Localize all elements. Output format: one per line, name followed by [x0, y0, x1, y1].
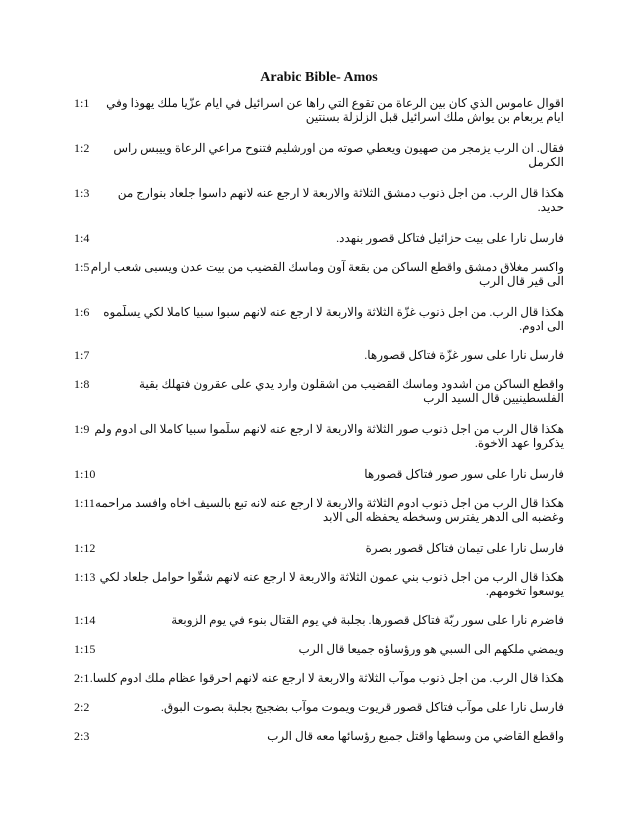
verse-ref: 1:8 — [74, 377, 90, 391]
verse — [74, 348, 564, 362]
verse — [74, 496, 564, 524]
verse-ref: 1:9 — [74, 422, 90, 436]
verse — [74, 671, 564, 685]
verse-list — [74, 96, 564, 758]
verse — [74, 377, 564, 405]
verse-ref: 1:5 — [74, 260, 90, 274]
verse-ref: 1:13 — [74, 570, 96, 584]
verse-ref: 2:3 — [74, 729, 90, 743]
verse — [74, 613, 564, 627]
verse — [74, 467, 564, 481]
verse-text: واقطع القاضي من وسطها واقتل جميع رؤسائها معه قال الرب — [267, 729, 564, 743]
verse — [74, 570, 564, 598]
verse — [74, 700, 564, 714]
verse — [74, 642, 564, 656]
verse — [74, 541, 564, 555]
verse-text: هكذا قال الرب. من اجل ذنوب دمشق الثلاثة والاربعة لا ارجع عنه لانهم داسوا جلعاد بنوارج من حديد. — [117, 186, 564, 214]
verse-ref: 2:2 — [74, 700, 90, 714]
verse-ref: 1:15 — [74, 642, 96, 656]
verse-text: فارسل نارا على تيمان فتاكل قصور بصرة — [365, 541, 564, 555]
verse-text: فارسل نارا على سور غزّة فتاكل قصورها. — [364, 348, 564, 362]
verse-text: فارسل نارا على موآب فتاكل قصور قريوت ويموت موآب بضجيج بجلبة بصوت البوق. — [160, 700, 564, 714]
verse-ref: 1:4 — [74, 231, 90, 245]
document-title: Arabic Bible- Amos — [260, 70, 378, 85]
verse-text: هكذا قال الرب من اجل ذنوب صور الثلاثة والاربعة لا ارجع عنه لانهم سلّموا سبيا كاملا الى ادوم ولم يذكروا عهد الاخوة. — [94, 422, 564, 450]
verse-text: فارسل نارا على بيت حزائيل فتاكل قصور بنهدد. — [336, 231, 564, 245]
verse — [74, 96, 564, 124]
verse — [74, 260, 564, 288]
verse-text: اقوال عاموس الذي كان بين الرعاة من تقوع التي راها عن اسرائيل في ايام عزّيا ملك يهوذا وفي ايام يربعام بن يواش ملك اسرائيل قبل الزلزلة بسنتين — [106, 96, 564, 124]
verse-text: فقال. ان الرب يزمجر من صهيون ويعطي صوته من اورشليم فتنوح مراعي الرعاة وييبس راس الكرمل — [113, 141, 564, 169]
verse-ref: 1:2 — [74, 141, 90, 155]
verse-text: ويمضي ملكهم الى السبي هو ورؤساؤه جميعا قال الرب — [298, 642, 564, 656]
verse-text: فاضرم نارا على سور ربّة فتاكل قصورها. بجلبة في يوم القتال بنوء في يوم الزوبعة — [171, 613, 564, 627]
verse-ref: 1:10 — [74, 467, 96, 481]
verse — [74, 729, 564, 743]
verse-text: هكذا قال الرب من اجل ذنوب ادوم الثلاثة والاربعة لا ارجع عنه لانه تبع بالسيف اخاه وافسد مراحمه وغضبه الى الدهر يفترس وسخطه يحفظه الى الابد — [94, 496, 564, 524]
verse — [74, 305, 564, 333]
verse-ref: 1:6 — [74, 305, 90, 319]
verse-text: فارسل نارا على سور صور فتاكل قصورها — [364, 467, 564, 481]
verse — [74, 422, 564, 450]
verse-ref: 1:1 — [74, 96, 90, 110]
verse-ref: 1:7 — [74, 348, 90, 362]
verse-text: هكذا قال الرب من اجل ذنوب بني عمون الثلاثة والاربعة لا ارجع عنه لانهم شقّوا حوامل جلعاد لكي يوسعوا تخومهم. — [99, 570, 564, 598]
verse-ref: 1:3 — [74, 186, 90, 200]
verse-ref: 1:14 — [74, 613, 96, 627]
verse-ref: 1:11 — [74, 496, 95, 510]
verse-text: واقطع الساكن من اشدود وماسك القضيب من اشقلون وارد يدي على عقرون فتهلك بقية الفلسطينيين قال السيد الرب — [139, 377, 564, 405]
verse — [74, 141, 564, 169]
verse-ref: 1:12 — [74, 541, 96, 555]
verse-text: هكذا قال الرب. من اجل ذنوب موآب الثلاثة والاربعة لا ارجع عنه لانهم احرقوا عظام ملك ادوم كلسا. — [89, 671, 564, 685]
verse-text: هكذا قال الرب. من اجل ذنوب غزّة الثلاثة والاربعة لا ارجع عنه لانهم سبوا سبيا كاملا لكي يسلّموه الى ادوم. — [103, 305, 564, 333]
verse-ref: 2:1 — [74, 671, 90, 685]
verse — [74, 231, 564, 245]
verse — [74, 186, 564, 214]
verse-text: واكسر مغلاق دمشق واقطع الساكن من بقعة آون وماسك القضيب من بيت عدن ويسبى شعب ارام الى قير قال الرب — [90, 260, 564, 288]
